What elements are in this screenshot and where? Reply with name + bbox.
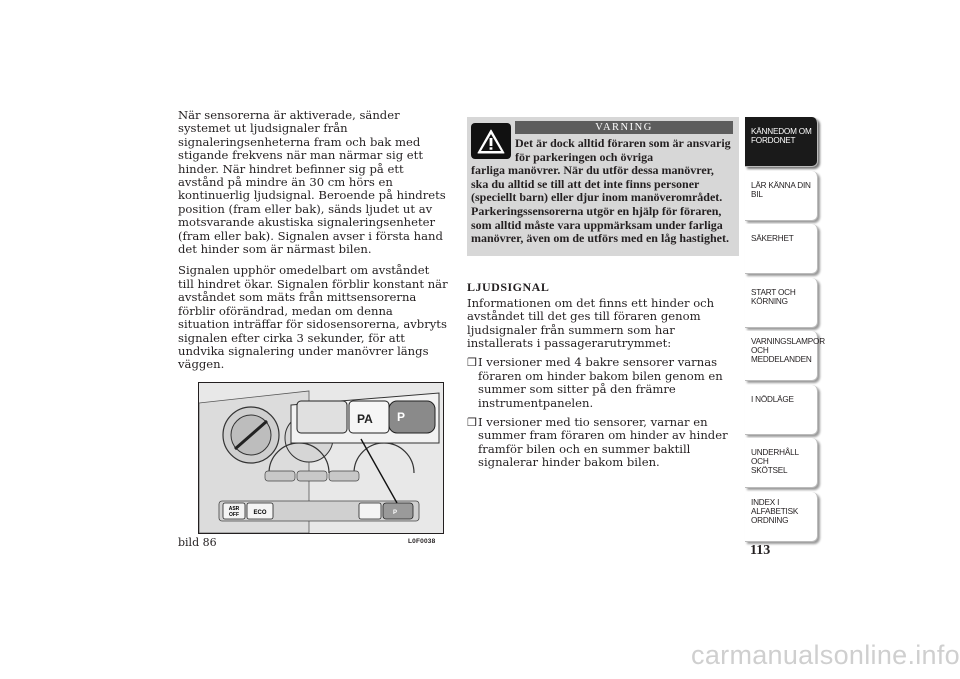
tab-label: OCH bbox=[751, 346, 769, 355]
watermark: carmanualsonline.info bbox=[691, 640, 960, 670]
section-intro: Informationen om det finns ett hinder och avståndet till det ges till föraren genom ljudsignaler från summern som har installerats i passagerarutrymmet: bbox=[467, 295, 715, 350]
tab-kannedom-om-fordonet[interactable] bbox=[745, 117, 818, 167]
tab-label: FORDONET bbox=[751, 136, 796, 145]
tab-i-nodlage[interactable] bbox=[745, 385, 818, 435]
park-symbol-label: P⁠A bbox=[357, 412, 373, 426]
tab-label: SÄKERHET bbox=[751, 234, 794, 243]
tab-label: KÄNNEDOM OM bbox=[751, 127, 812, 136]
dashboard-illustration bbox=[199, 383, 443, 533]
section-body bbox=[467, 297, 739, 470]
tab-sakerhet[interactable] bbox=[745, 224, 818, 274]
list-item bbox=[467, 356, 739, 410]
warning-header-text bbox=[515, 121, 733, 164]
section-title: LJUDSIGNAL bbox=[467, 279, 550, 294]
warning-title: VARNING bbox=[515, 121, 733, 134]
tab-varningslampor[interactable] bbox=[745, 331, 825, 381]
warning-header bbox=[471, 121, 733, 164]
tab-label: KÖRNING bbox=[751, 296, 788, 306]
tab-label: I NÖDLÄGE bbox=[751, 394, 794, 404]
asr-label: ASR bbox=[228, 506, 240, 512]
page-number: 113 bbox=[750, 543, 771, 558]
body-paragraph: När sensorerna är aktiverade, sänder systemet ut ljudsignaler från signaleringsenheterna fram och bak med stigande frekvens när man närmar sig ett hinder. När hindret befinner sig på ett avstånd på mindre än 30 cm hörs en kontinuerlig ljudsignal. Beroende på hindrets position (fram eller bak), sänds ljudet ut av motsvarande akustiska signaleringsenheter (fram eller bak). Signalen avser i första hand det hinder som är närmast bilen. bbox=[178, 108, 446, 257]
figure-caption: bild 86 bbox=[178, 536, 217, 549]
list-item-text: I versioner med tio sensorer, varnar en summer fram föraren om hinder av hinder framför bilen och en summer baktill signalerar hinder bakom bilen. bbox=[478, 415, 728, 470]
body-paragraph: Signalen upphör omedelbart om avståndet till hindret ökar. Signalen förblir konstant när avståndet som mäts från mittsensorerna förblir oförändrad, medan om denna situation inträffar för sidosensorerna, avbryts signalen efter cirka 3 sekunder, för att undvika signalering under manövrer längs väggen. bbox=[178, 263, 448, 372]
p-large-label: P bbox=[397, 410, 406, 424]
checkbox-bullet-icon: ❒ bbox=[467, 356, 477, 370]
tab-label: SKÖTSEL bbox=[751, 466, 788, 475]
list-item bbox=[467, 416, 739, 470]
tab-label: MEDDELANDEN bbox=[751, 355, 812, 364]
tab-label: ALFABETISK bbox=[751, 506, 799, 516]
p-small-label: P bbox=[393, 510, 398, 516]
tab-label: ORDNING bbox=[751, 515, 789, 525]
right-column bbox=[467, 117, 739, 476]
figure-code: L0F0038 bbox=[408, 538, 436, 545]
warning-box bbox=[467, 117, 739, 256]
tab-index[interactable] bbox=[745, 492, 818, 542]
tab-label: START OCH bbox=[751, 287, 796, 297]
warning-body-text: farliga manövrer. När du utför dessa manövrer, ska du alltid se till att det inte finns personer (speciellt barn) eller djur inom manöverområdet. Parkeringssensorerna utgör en hjälp för föraren, som alltid måste vara uppmärksam under farliga manövrer, även om de utförs med en låg hastighet. bbox=[471, 163, 729, 246]
tab-lar-kanna-din-bil[interactable] bbox=[745, 171, 818, 221]
chapter-tabs bbox=[745, 117, 825, 545]
tab-label: VARNINGSLAMPOR bbox=[751, 337, 825, 346]
tab-label: UNDERHÅLL OCH bbox=[751, 448, 799, 466]
off-label: OFF bbox=[229, 512, 239, 518]
tab-start-och-korning[interactable] bbox=[745, 278, 818, 328]
warning-lead-text: Det är dock alltid föraren som är ansvarig för parkeringen och övriga bbox=[515, 136, 731, 164]
tab-label: LÄR KÄNNA DIN bbox=[751, 180, 811, 190]
tab-label: INDEX I bbox=[751, 497, 780, 507]
warning-triangle-icon bbox=[471, 123, 511, 159]
list-item-text: I versioner med 4 bakre sensorer varnas föraren om hinder bakom bilen genom en summer som sitter på den främre instrumentpanelen. bbox=[478, 355, 723, 410]
tab-underhall-och-skotsel[interactable] bbox=[745, 438, 818, 488]
left-column bbox=[178, 109, 448, 380]
figure-dashboard-controls bbox=[198, 382, 444, 534]
tab-label: BIL bbox=[751, 189, 763, 199]
eco-label: ECO bbox=[253, 510, 267, 516]
checkbox-bullet-icon: ❒ bbox=[467, 416, 477, 429]
